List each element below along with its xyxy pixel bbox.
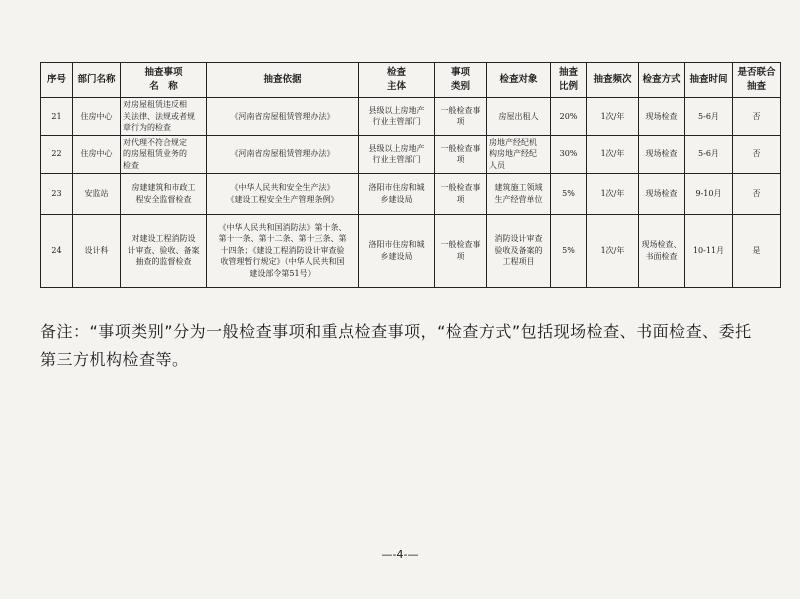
cell-dept: 设计科 xyxy=(73,214,121,287)
footnote xyxy=(40,318,780,374)
table-row xyxy=(41,173,781,214)
cell-freq: 1次/年 xyxy=(587,135,639,173)
cell-method: 现场检查 xyxy=(639,135,685,173)
cell-joint: 否 xyxy=(733,173,781,214)
table-row xyxy=(41,98,781,136)
table-header-row xyxy=(41,63,781,98)
cell-freq: 1次/年 xyxy=(587,173,639,214)
inspection-table xyxy=(40,62,781,288)
cell-basis: 《中华人民共和安全生产法》 《建设工程安全生产管理条例》 xyxy=(207,173,359,214)
cell-joint: 是 xyxy=(733,214,781,287)
cell-joint: 否 xyxy=(733,98,781,136)
cell-item: 对建设工程消防设 计审查、验收、备案 抽查的监督检查 xyxy=(121,214,207,287)
cell-method: 现场检查 xyxy=(639,98,685,136)
cell-category: 一般检查事项 xyxy=(435,173,487,214)
header-ratio: 抽查 比例 xyxy=(551,63,587,98)
header-seq: 序号 xyxy=(41,63,73,98)
cell-basis: 《中华人民共和国消防法》第十条、 第十一条、第十二条、第十三条、第 十四条；《建设工程消防设计审查验 收管理暂行规定》（中华人民共和国 建设部令第51号） xyxy=(207,214,359,287)
cell-category: 一般检查事项 xyxy=(435,135,487,173)
cell-ratio: 30% xyxy=(551,135,587,173)
cell-subject: 洛阳市住房和城 乡建设局 xyxy=(359,214,435,287)
cell-subject: 县级以上房地产 行业主管部门 xyxy=(359,135,435,173)
cell-target: 房地产经纪机 构房地产经纪 人员 xyxy=(487,135,551,173)
footnote-line-2: 第三方机构检查等。 xyxy=(40,350,189,369)
table-row xyxy=(41,214,781,287)
cell-ratio: 20% xyxy=(551,98,587,136)
cell-time: 10-11月 xyxy=(685,214,733,287)
cell-seq: 23 xyxy=(41,173,73,214)
cell-item: 对房屋租赁违反相 关法律、法规或者规 章行为的检查 xyxy=(121,98,207,136)
cell-time: 5-6月 xyxy=(685,98,733,136)
cell-target: 消防设计审查 验收及备案的 工程项目 xyxy=(487,214,551,287)
header-subject: 检查 主体 xyxy=(359,63,435,98)
header-basis: 抽查依据 xyxy=(207,63,359,98)
header-joint: 是否联合 抽查 xyxy=(733,63,781,98)
header-item: 抽查事项 名 称 xyxy=(121,63,207,98)
cell-dept: 住房中心 xyxy=(73,135,121,173)
header-category: 事项 类别 xyxy=(435,63,487,98)
cell-ratio: 5% xyxy=(551,214,587,287)
cell-dept: 住房中心 xyxy=(73,98,121,136)
header-freq: 抽查频次 xyxy=(587,63,639,98)
table-row xyxy=(41,135,781,173)
cell-item: 房建建筑和市政工 程安全监督检查 xyxy=(121,173,207,214)
cell-seq: 22 xyxy=(41,135,73,173)
cell-item: 对代理不符合规定 的房屋租赁业务的 检查 xyxy=(121,135,207,173)
cell-method: 现场检查、 书面检查 xyxy=(639,214,685,287)
cell-time: 9-10月 xyxy=(685,173,733,214)
cell-time: 5-6月 xyxy=(685,135,733,173)
page-number: —-4-— xyxy=(381,548,419,561)
cell-target: 房屋出租人 xyxy=(487,98,551,136)
header-method: 检查方式 xyxy=(639,63,685,98)
cell-freq: 1次/年 xyxy=(587,98,639,136)
header-target: 检查对象 xyxy=(487,63,551,98)
cell-seq: 21 xyxy=(41,98,73,136)
cell-subject: 洛阳市住房和城 乡建设局 xyxy=(359,173,435,214)
cell-freq: 1次/年 xyxy=(587,214,639,287)
cell-joint: 否 xyxy=(733,135,781,173)
cell-category: 一般检查事项 xyxy=(435,98,487,136)
cell-subject: 县级以上房地产 行业主管部门 xyxy=(359,98,435,136)
header-time: 抽查时间 xyxy=(685,63,733,98)
cell-basis: 《河南省房屋租赁管理办法》 xyxy=(207,135,359,173)
cell-seq: 24 xyxy=(41,214,73,287)
cell-basis: 《河南省房屋租赁管理办法》 xyxy=(207,98,359,136)
cell-method: 现场检查 xyxy=(639,173,685,214)
cell-ratio: 5% xyxy=(551,173,587,214)
cell-target: 建筑施工领域 生产经营单位 xyxy=(487,173,551,214)
footnote-line-1: 备注：“事项类别”分为一般检查事项和重点检查事项，“检查方式”包括现场检查、书面检查、委托 xyxy=(40,322,752,341)
header-dept: 部门名称 xyxy=(73,63,121,98)
cell-dept: 安监站 xyxy=(73,173,121,214)
cell-category: 一般检查事项 xyxy=(435,214,487,287)
